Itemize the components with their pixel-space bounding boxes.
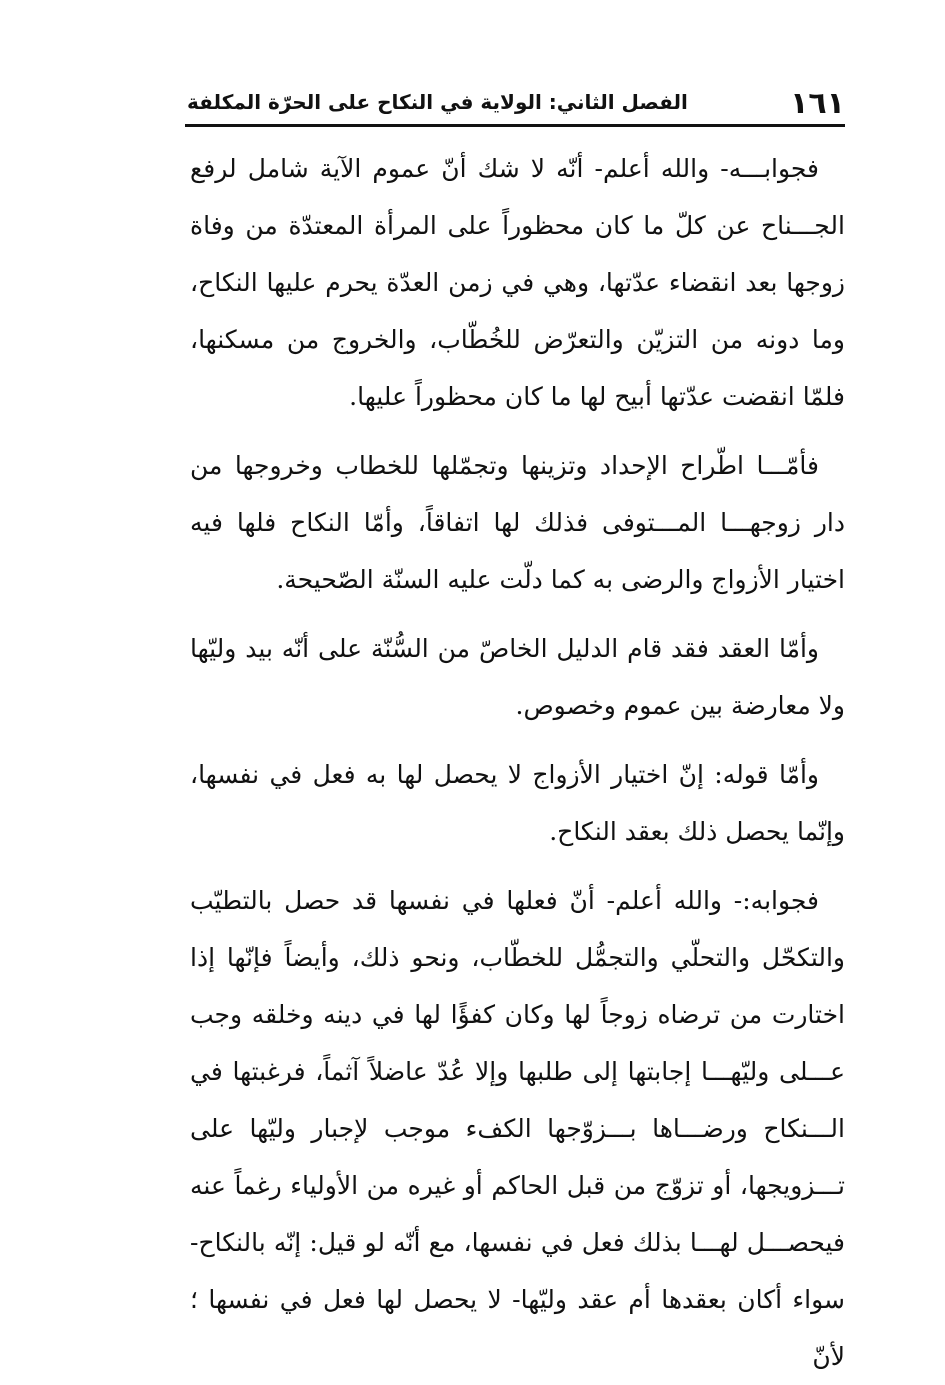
page-header [185,80,845,130]
paragraph-1: فجوابـــه- والله أعلم- أنّه لا شك أنّ عموم الآية شامل لرفع الجـــناح عن كلّ ما كان محظوراً على المرأة المعتدّة من وفاة زوجها بعد انقضاء عدّتها، وهي في زمن العدّة يحرم عليها النكاح، وما دونه من التزيّن والتعرّض للخُطّاب، والخروج من مسكنها، فلمّا انقضت عدّتها أبيح لها ما كان محظوراً عليها. [190,154,845,411]
paragraph-2: فأمّـــا اطّراح الإحداد وتزينها وتجمّلها للخطاب وخروجها من دار زوجهـــا المـــتوفى فذلك لها اتفاقاً، وأمّا النكاح فلها فيه اختيار الأزواج والرضى به كما دلّت عليه السنّة الصّحيحة. [190,451,845,594]
paragraph-4: وأمّا قوله: إنّ اختيار الأزواج لا يحصل لها به فعل في نفسها، وإنّما يحصل ذلك بعقد النكاح. [190,760,845,846]
page-number: ١٦١ [790,86,845,121]
paragraph-3: وأمّا العقد فقد قام الدليل الخاصّ من السُّنّة على أنّه بيد وليّها ولا معارضة بين عموم وخصوص. [190,634,845,720]
running-title: الفصل الثاني: الولاية في النكاح على الحرّة المكلفة [187,90,688,114]
paragraph-5: فجوابه:- والله أعلم- أنّ فعلها في نفسها قد حصل بالتطيّب والتكحّل والتحلّي والتجمُّل للخطّاب، ونحو ذلك، وأيضاً فإنّها إذا اختارت من ترضاه زوجاً لها وكان كفؤًا لها في دينه وخلقه وجب عـــلى وليّهـــا إجابتها إلى طلبها وإلا عُدّ عاضلاً آثماً، فرغبتها في الـــنكاح ورضـــاها بـــزوّجها الكفء موجب لإجبار وليّها على تـــزويجها، أو تزوّج من قبل الحاكم أو غيره من الأولياء رغماً عنه فيحصـــل لهـــا بذلك فعل في نفسها، مع أنّه لو قيل: إنّه بالنكاح- سواء أكان بعقدها أم عقد وليّها- لا يحصل لها فعل في نفسها ؛لأنّ [190,886,845,1371]
header-rule [185,124,845,127]
page-body [190,140,845,1371]
